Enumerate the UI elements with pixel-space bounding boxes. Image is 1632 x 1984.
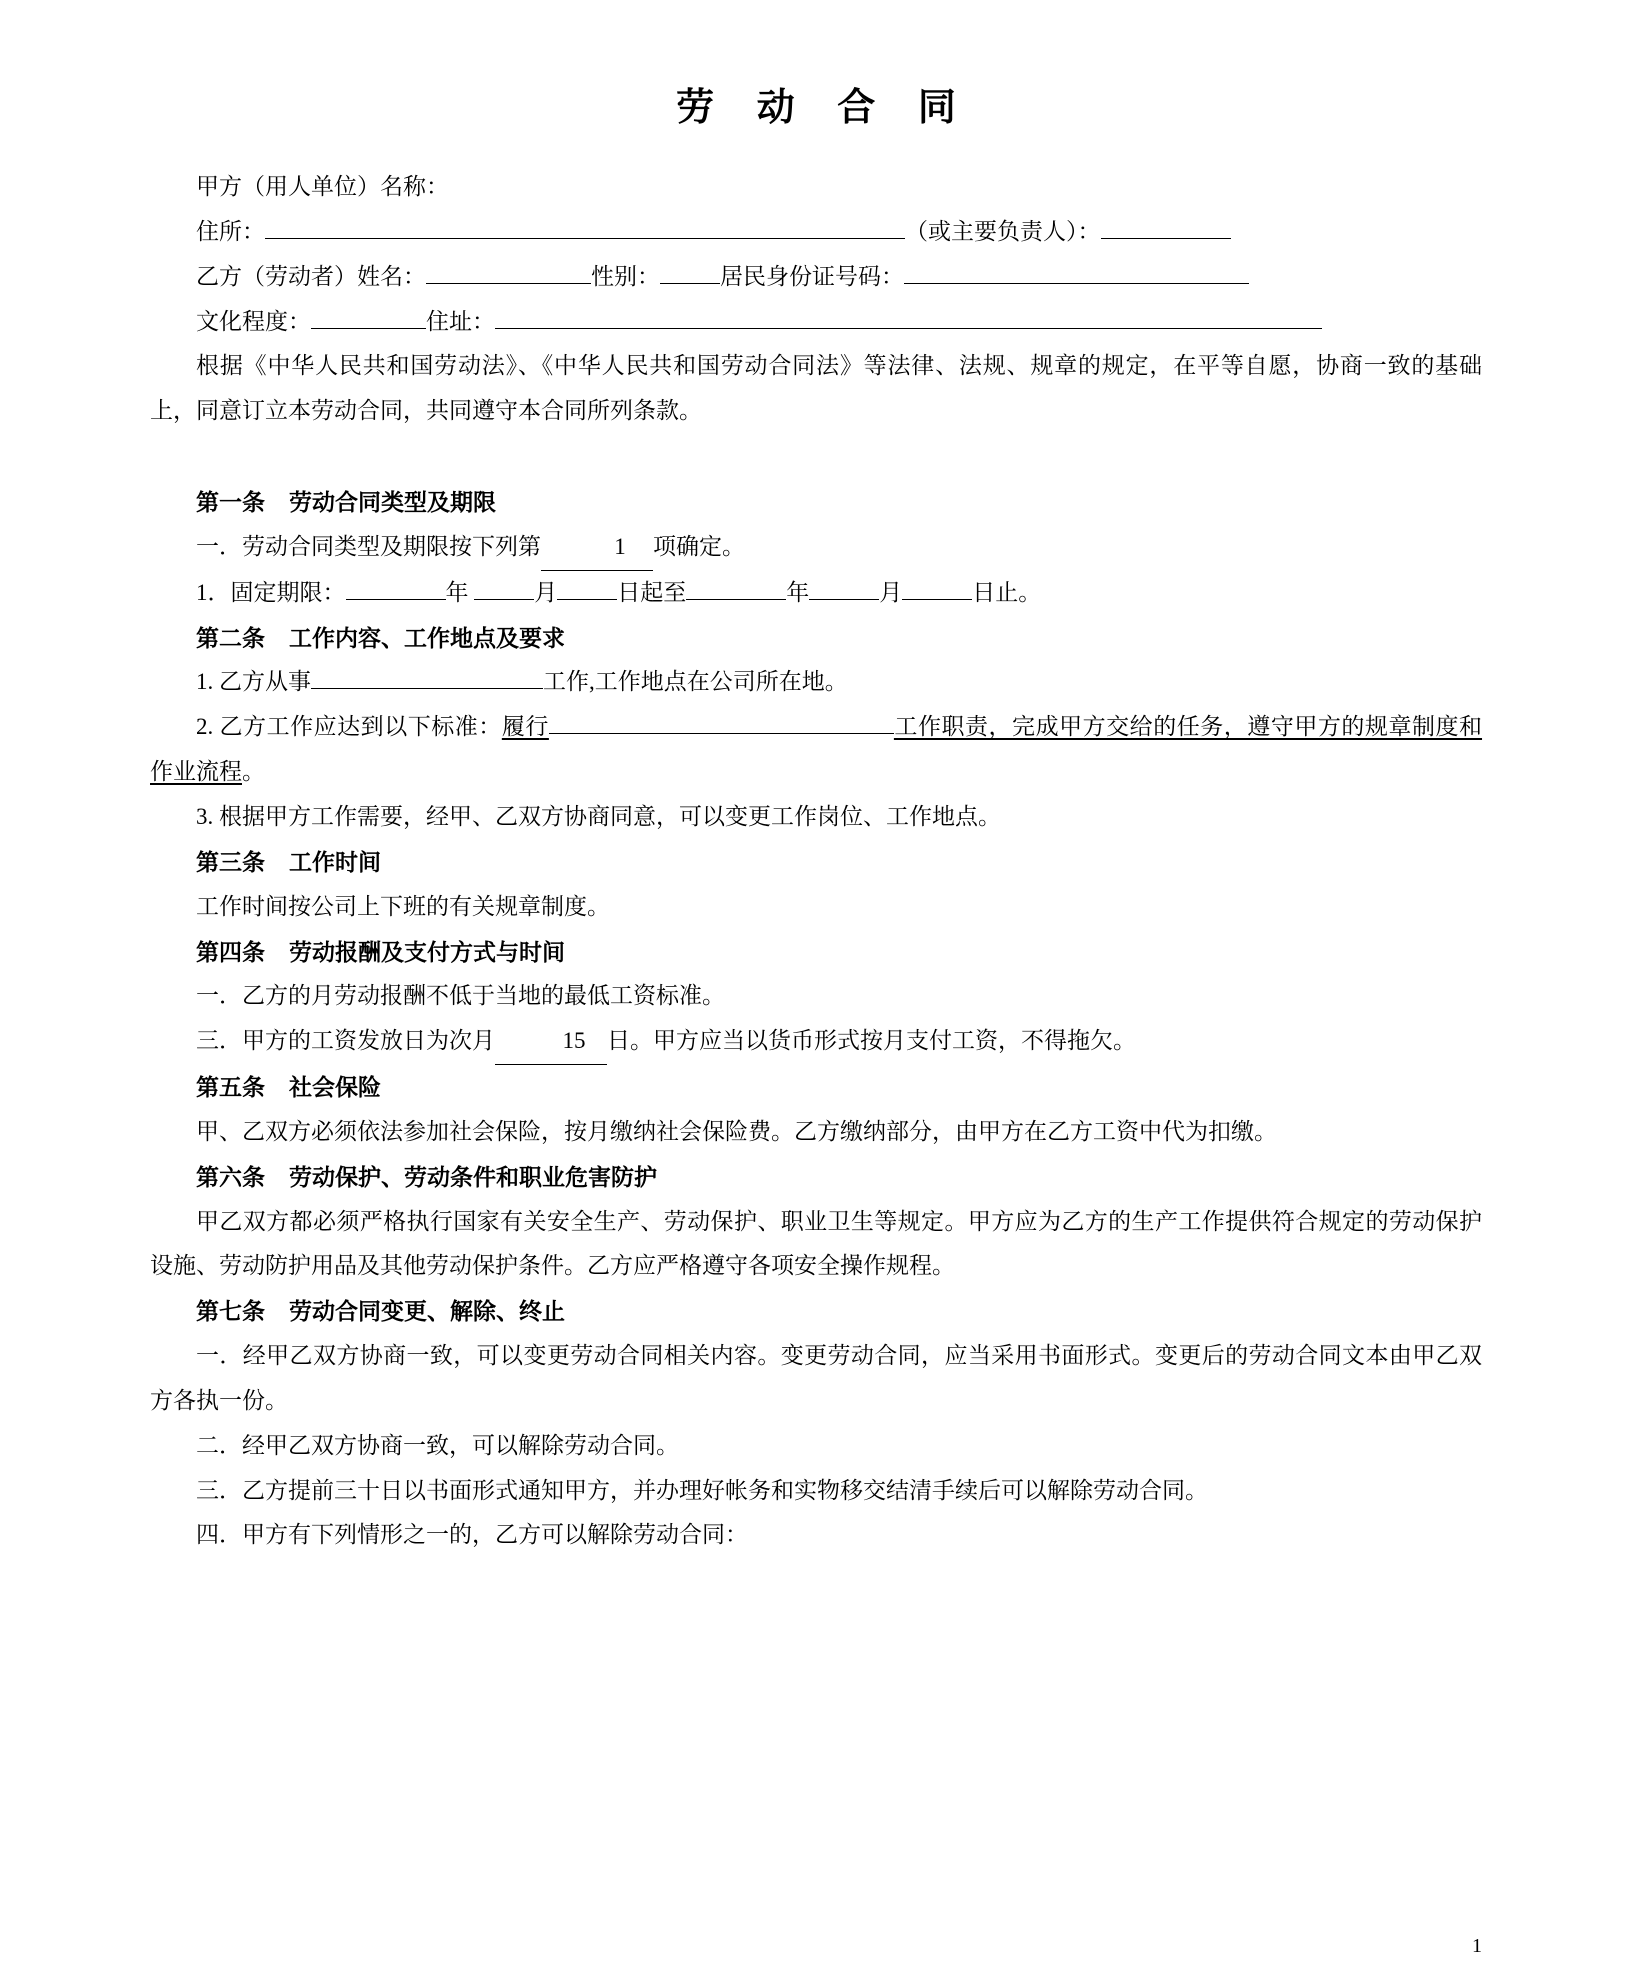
id-label: 居民身份证号码： (720, 263, 904, 289)
field-address (150, 210, 1482, 255)
article-2-item-1 (150, 660, 1482, 705)
article-2-item-2-underlined: 履行 (501, 714, 549, 740)
home-address-blank[interactable] (495, 302, 1322, 328)
article-3-heading (150, 840, 1482, 885)
payday-value[interactable]: 15 (495, 1019, 607, 1065)
education-blank[interactable] (311, 302, 426, 328)
principal-label: （或主要负责人）： (905, 218, 1101, 244)
article-1-item-1-suffix: 项确定。 (653, 533, 745, 559)
article-4-item-2 (150, 1019, 1482, 1065)
job-duty-blank[interactable] (549, 708, 894, 734)
article-7-item-4: 四．甲方有下列情形之一的，乙方可以解除劳动合同： (196, 1522, 748, 1548)
article-2-item-1-prefix: 1. 乙方从事 (196, 669, 311, 695)
article-6-item-1: 甲乙双方都必须严格执行国家有关安全生产、劳动保护、职业卫生等规定。甲方应为乙方的生产工作提供符合规定的劳动保护设施、劳动防护用品及其他劳动保护条件。乙方应严格遵守各项安全操作规程。 (150, 1208, 1482, 1279)
article-2-item-2-underlined-rest: 工作职责，完成甲方交给的任务，遵守甲方的规章制度和作业流程 (150, 714, 1483, 785)
education-label: 文化程度： (196, 308, 311, 334)
article-2-item-2: 2. 乙方工作应达到以下标准：履行 工作职责，完成甲方交给的任务，遵守甲方的规章制度和作业流程。 (150, 705, 1482, 795)
article-3-number: 第三条 (196, 848, 265, 875)
gender-label: 性别： (591, 263, 660, 289)
party-a-label: 甲方（用人单位）名称： (196, 174, 449, 199)
article-7-item-1: 一．经甲乙双方协商一致，可以变更劳动合同相关内容。变更劳动合同，应当采用书面形式。变更后的劳动合同文本由甲乙双方各执一份。 (150, 1343, 1482, 1413)
start-day-blank[interactable] (557, 573, 617, 599)
start-month-blank[interactable] (474, 573, 534, 599)
article-7-item-2: 二．经甲乙双方协商一致，可以解除劳动合同。 (196, 1432, 679, 1458)
article-4-item-2-prefix: 三．甲方的工资发放日为次月 (196, 1028, 495, 1054)
article-3-title: 工作时间 (289, 848, 381, 875)
address-label: 住所： (196, 218, 265, 244)
article-1-item-1 (150, 525, 1482, 571)
article-5-heading (150, 1065, 1482, 1110)
article-7-heading (150, 1289, 1482, 1334)
article-4-title: 劳动报酬及支付方式与时间 (289, 938, 565, 965)
address-blank[interactable] (265, 213, 905, 239)
article-2-title: 工作内容、工作地点及要求 (289, 624, 565, 651)
page-number: 1 (1472, 1935, 1482, 1957)
home-address-label: 住址： (426, 308, 495, 334)
article-3-item-1: 工作时间按公司上下班的有关规章制度。 (196, 893, 610, 919)
article-5-number: 第五条 (196, 1074, 265, 1101)
contract-type-value[interactable]: 1 (541, 525, 653, 571)
end-day-blank[interactable] (902, 573, 972, 599)
article-2-heading (150, 616, 1482, 661)
principal-blank[interactable] (1101, 213, 1231, 239)
article-6-title: 劳动保护、劳动条件和职业危害防护 (289, 1163, 657, 1190)
article-2-item-1-suffix: 工作,工作地点在公司所在地。 (543, 669, 848, 695)
article-1-item-2-prefix: 1．固定期限： (196, 579, 346, 605)
article-1-number: 第一条 (196, 489, 265, 516)
end-year-blank[interactable] (686, 573, 786, 599)
article-4-number: 第四条 (196, 938, 265, 965)
article-7-item-3: 三．乙方提前三十日以书面形式通知甲方，并办理好帐务和实物移交结清手续后可以解除劳动合同。 (196, 1477, 1208, 1503)
field-education-address (150, 300, 1482, 345)
article-5-item-1: 甲、乙双方必须依法参加社会保险，按月缴纳社会保险费。乙方缴纳部分，由甲方在乙方工资中代为扣缴。 (196, 1118, 1277, 1144)
article-1-item-1-prefix: 一．劳动合同类型及期限按下列第 (196, 533, 541, 559)
spacer (150, 434, 1482, 480)
field-party-a-name (150, 165, 1482, 210)
article-1-item-2: 1．固定期限： 年 月 日起至 年 月 日止。 (150, 571, 1482, 616)
article-7-title: 劳动合同变更、解除、终止 (289, 1298, 565, 1325)
id-blank[interactable] (904, 257, 1249, 283)
party-b-label: 乙方（劳动者）姓名： (196, 263, 426, 289)
field-party-b (150, 255, 1482, 300)
start-year-blank[interactable] (346, 573, 446, 599)
article-5-title: 社会保险 (289, 1074, 381, 1101)
page-title: 劳 动 合 同 (676, 87, 972, 129)
gender-blank[interactable] (660, 257, 720, 283)
article-1-title: 劳动合同类型及期限 (289, 489, 496, 516)
preamble-paragraph: 根据《中华人民共和国劳动法》、《中华人民共和国劳动合同法》等法律、法规、规章的规定，在平等自愿，协商一致的基础上，同意订立本劳动合同，共同遵守本合同所列条款。 (150, 353, 1482, 424)
end-month-blank[interactable] (809, 573, 879, 599)
article-6-number: 第六条 (196, 1163, 265, 1190)
party-b-name-blank[interactable] (426, 257, 591, 283)
article-4-item-2-suffix: 日。甲方应当以货币形式按月支付工资，不得拖欠。 (607, 1028, 1136, 1054)
article-6-heading (150, 1155, 1482, 1200)
article-2-number: 第二条 (196, 624, 265, 651)
job-position-blank[interactable] (311, 663, 543, 689)
article-4-item-1: 一．乙方的月劳动报酬不低于当地的最低工资标准。 (196, 983, 725, 1009)
article-4-heading (150, 930, 1482, 975)
article-1-heading (150, 480, 1482, 525)
article-7-number: 第七条 (196, 1298, 265, 1325)
article-2-item-3: 3. 根据甲方工作需要，经甲、乙双方协商同意，可以变更工作岗位、工作地点。 (196, 803, 1001, 829)
